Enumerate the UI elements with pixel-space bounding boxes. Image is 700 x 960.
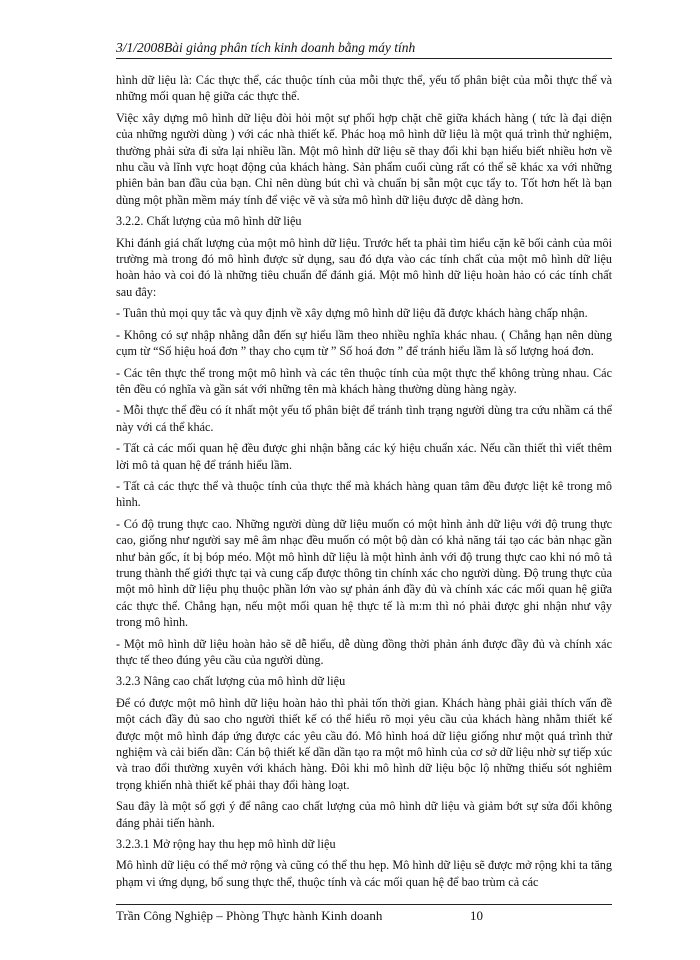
list-item: - Không có sự nhập nhằng dẫn đến sự hiểu lầm theo nhiều nghĩa khác nhau. ( Chẳng hạn nên dùng cụm từ “Số hiệu hoá đơn ” thay cho cụm từ ” Số hoá đơn ” để tránh hiểu lầm là số lượng hoá đơn.: [116, 327, 612, 359]
footer-author: Trần Công Nghiệp – Phòng Thực hành Kinh doanh: [116, 908, 383, 923]
list-item: - Một mô hình dữ liệu hoàn hảo sẽ dễ hiểu, dễ dùng đồng thời phản ánh được đầy đủ và chính xác thực tế theo đúng yêu cầu của người dùng.: [116, 636, 612, 667]
body-paragraph: hình dữ liệu là: Các thực thể, các thuộc tính của mỗi thực thể, yếu tố phân biệt của mỗi thực thể và những mối quan hệ giữa các thực thể.: [116, 73, 612, 104]
section-heading: 3.2.3 Nâng cao chất lượng của mô hình dữ liệu: [116, 674, 346, 689]
list-item: - Tất cả các mối quan hệ đều được ghi nhận bằng các ký hiệu chuẩn xác. Nếu cần thiết thì viết thêm lời mô tả quan hệ để tránh hiểu lầm.: [116, 441, 612, 472]
body-paragraph: Sau đây là một số gợi ý để nâng cao chất lượng của mô hình dữ liệu và giảm bớt sự sửa đổi không đáng phải tiến hành.: [116, 799, 612, 830]
list-item: - Các tên thực thể trong một mô hình và các tên thuộc tính của một thực thể không trùng nhau. Các tên đều có nghĩa và gần sát với những tên mà khách hàng thường dùng hàng ngày.: [116, 365, 612, 396]
header-title: 3/1/2008Bài giảng phân tích kinh doanh bằng máy tính: [116, 40, 416, 55]
body-paragraph: Để có được một mô hình dữ liệu hoàn hảo thì phải tốn thời gian. Khách hàng phải giải thích vấn đề một cách đầy đủ sao cho người thiết kế có thể hiểu rõ mọi yêu cầu của khách hàng nhằm thiết kế được một mô hình đáp ứng được các yêu cầu đó. Mô hình hoá dữ liệu giống như một quá trình thử nghiệm và cải biến dần: Cán bộ thiết kế dần dần tạo ra một mô hình của cơ sở dữ liệu nhờ sự tiếp xúc và trao đổi thường xuyên với khách hàng. Đôi khi mô hình dữ liệu bộc lộ những thiếu sót nghiêm trọng khiến nhà thiết kế phải thay đổi hàng loạt.: [116, 695, 612, 792]
page-footer: [116, 904, 612, 924]
body-paragraph: Khi đánh giá chất lượng của một mô hình dữ liệu. Trước hết ta phải tìm hiểu cặn kẽ bối cảnh của môi trường mà trong đó mô hình được sử dụng, sau đó dựa vào các tính chất của một mô hình dữ liệu hoàn hảo và coi đó là những tiêu chuẩn để đánh giá. Một mô hình dữ liệu hoàn hảo có các tính chất sau đây:: [116, 235, 612, 299]
list-item: - Tất cả các thực thể và thuộc tính của thực thể mà khách hàng quan tâm đều được liệt kê trong mô hình.: [116, 478, 612, 510]
body-paragraph: Mô hình dữ liệu có thể mở rộng và cũng có thể thu hẹp. Mô hình dữ liệu sẽ được mở rộng khi ta tăng phạm vi ứng dụng, bổ sung thực thể, thuộc tính và các mối quan hệ để bao trùm cả các: [116, 858, 612, 889]
list-item: - Có độ trung thực cao. Những người dùng dữ liệu muốn có một hình ảnh dữ liệu với độ trung thực cao, giống như người say mê âm nhạc đều muốn có một bộ dàn có khả năng tái tạo các bản nhạc gần như bản gốc, ít bị bóp méo. Một mô hình dữ liệu là một hình ảnh với độ trung thực cao khi nó mô tả trung thành thế giới thực tại và cung cấp được thông tin chính xác cho người dùng. Độ trung thực của một mô hình dữ liệu phụ thuộc phần lớn vào sự phản ánh đầy đủ và chính xác các mối quan hệ giữa các thực thể. Chẳng hạn, nếu một mối quan hệ thực tế là m:m thì nó phải được ghi nhận như vậy trong mô hình.: [116, 516, 612, 630]
list-item: - Mỗi thực thể đều có ít nhất một yếu tố phân biệt để tránh tình trạng người dùng tra cứu nhầm cá thể này với cá thể khác.: [116, 403, 612, 434]
list-item: - Tuân thủ mọi quy tắc và quy định về xây dựng mô hình dữ liệu đã được khách hàng chấp nhận.: [116, 306, 588, 321]
page-content: [116, 72, 612, 895]
page-number: 10: [470, 908, 483, 923]
page-header: [116, 40, 612, 59]
body-paragraph: Việc xây dựng mô hình dữ liệu đòi hỏi một sự phối hợp chặt chẽ giữa khách hàng ( tức là đại diện của những người dùng ) với các nhà thiết kế. Phác hoạ mô hình dữ liệu là một quá trình thử nghiệm, thường phải sửa đi sửa lại nhiều lần. Một mô hình dữ liệu sẽ thay đổi khi bạn hiểu biết nhiều hơn về nhu cầu và lĩnh vực hoạt động của khách hàng. Sản phẩm cuối cùng rất có thể sẽ khác xa với những phiên bản ban đầu của bạn. Chỉ nên dùng bút chì và chuẩn bị sẵn một cục tẩy to. Tốt hơn hết là bạn dùng một phần mềm máy tính để việc vẽ và sửa mô hình dữ liệu được dễ dàng hơn.: [116, 110, 612, 207]
subsection-heading: 3.2.3.1 Mở rộng hay thu hẹp mô hình dữ liệu: [116, 837, 336, 852]
section-heading: 3.2.2. Chất lượng của mô hình dữ liệu: [116, 214, 302, 229]
